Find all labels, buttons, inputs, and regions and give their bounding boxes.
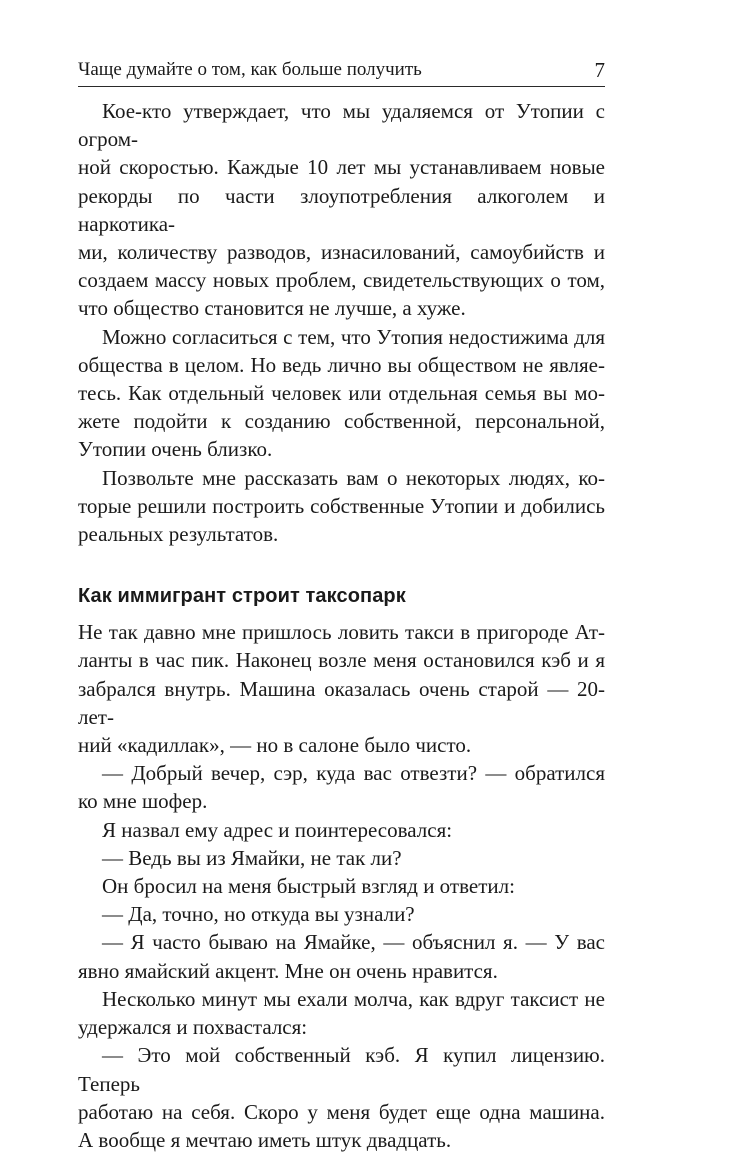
paragraph [78, 872, 605, 900]
body-text [78, 97, 605, 1154]
text-line: Несколько минут мы ехали молча, как вдруг таксист не [102, 986, 605, 1011]
text-line: ний «кадиллак», — но в салоне было чисто. [78, 733, 472, 758]
text-line: — Добрый вечер, сэр, куда вас отвезти? — обратился [102, 761, 605, 786]
text-line: забрался внутрь. Машина оказалась очень старой — 20-лет- [78, 676, 605, 729]
text-line: работаю на себя. Скоро у меня будет еще одна машина. [78, 1099, 605, 1124]
text-line: общества в целом. Но ведь лично вы обществом не являе- [78, 352, 605, 377]
text-line: удержался и похвастался: [78, 1015, 308, 1040]
running-header [78, 58, 605, 87]
paragraph [78, 844, 605, 872]
text-line: — Да, точно, но откуда вы узнали? [102, 902, 415, 927]
text-line: ко мне шофер. [78, 789, 208, 814]
text-line: явно ямайский акцент. Мне он очень нравится. [78, 958, 498, 983]
text-line: тесь. Как отдельный человек или отдельная семья вы мо- [78, 381, 605, 406]
text-line: — Я часто бываю на Ямайке, — объяснил я. — У вас [102, 930, 605, 955]
book-page [78, 58, 605, 1154]
paragraph [78, 323, 605, 464]
text-line: — Это мой собственный кэб. Я купил лицензию. Теперь [78, 1043, 605, 1096]
text-line: ной скоростью. Каждые 10 лет мы устанавливаем новые [78, 155, 605, 180]
text-line: Не так давно мне пришлось ловить такси в пригороде Ат- [78, 620, 605, 645]
text-line: что общество становится не лучше, а хуже. [78, 296, 466, 321]
text-line: Утопии очень близко. [78, 437, 273, 462]
text-line: ланты в час пик. Наконец возле меня остановился кэб и я [78, 648, 605, 673]
text-line: — Ведь вы из Ямайки, не так ли? [102, 845, 402, 870]
text-line: создаем массу новых проблем, свидетельствующих о том, [78, 268, 605, 293]
text-line: ми, количеству разводов, изнасилований, самоубийств и [78, 240, 605, 265]
text-line: реальных результатов. [78, 522, 279, 547]
text-line: жете подойти к созданию собственной, персональной, [78, 409, 605, 434]
page-number: 7 [594, 58, 605, 82]
paragraph [78, 985, 605, 1041]
text-line: Позвольте мне рассказать вам о некоторых людях, ко- [102, 465, 605, 490]
section-heading: Как иммигрант строит таксопарк [78, 585, 406, 608]
text-line: Кое-кто утверждает, что мы удаляемся от Утопии с огром- [78, 99, 605, 152]
text-line: Можно согласиться с тем, что Утопия недостижима для [102, 324, 605, 349]
paragraph [78, 816, 605, 844]
text-line: торые решили построить собственные Утопии и добились [78, 493, 605, 518]
text-line: рекорды по части злоупотребления алкоголем и наркотика- [78, 183, 605, 236]
paragraph [78, 97, 605, 323]
text-line: Он бросил на меня быстрый взгляд и ответил: [102, 874, 515, 899]
paragraph [78, 1041, 605, 1154]
text-line: Я назвал ему адрес и поинтересовался: [102, 817, 453, 842]
running-title: Чаще думайте о том, как больше получить [78, 59, 422, 80]
text-line: А вообще я мечтаю иметь штук двадцать. [78, 1127, 452, 1152]
paragraph [78, 759, 605, 815]
paragraph [78, 618, 605, 759]
paragraph [78, 464, 605, 549]
paragraph [78, 900, 605, 928]
paragraph [78, 928, 605, 984]
